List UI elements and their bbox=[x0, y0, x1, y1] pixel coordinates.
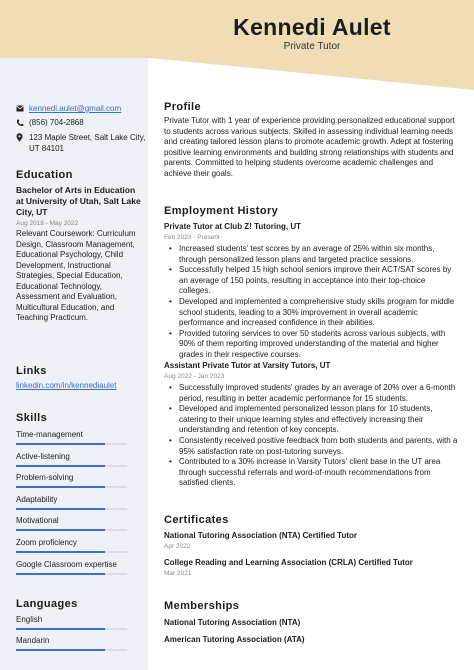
address-text: 123 Maple Street, Salt Lake City, UT 84101 bbox=[29, 132, 146, 153]
skill-level-fill bbox=[16, 486, 105, 488]
education-coursework: Relevant Coursework: Curriculum Design, Classroom Management, Educational Psychology, Child Development, Instructional Strategies, Special Education, Educational Technology, Assessment and Evaluation, Multicultural Education, and Teaching Practicum. bbox=[16, 229, 136, 322]
job-dates: Aug 2022 - Jan 2023 bbox=[164, 373, 225, 380]
skill-item bbox=[16, 473, 127, 488]
skill-name: Active-listening bbox=[16, 452, 70, 461]
list-item: • Increased students' test scores by an average of 25% within six months, through personalized lesson plans and targeted practice sessions. bbox=[164, 244, 459, 265]
skill-name: Time-management bbox=[16, 430, 83, 439]
certificate-item bbox=[164, 531, 459, 551]
skill-name: Motivational bbox=[16, 516, 59, 525]
education-degree: Bachelor of Arts in Education at University of Utah, Salt Lake City, UT bbox=[16, 185, 141, 217]
job-position: Private Tutor at Club Z! Tutoring, UT bbox=[164, 222, 302, 231]
list-item: • Developed and implemented personalized lesson plans for 10 students, catering to their unique learning styles and effectively increasing their understanding and retention of key concepts. bbox=[164, 404, 459, 436]
skills-heading: Skills bbox=[16, 412, 48, 424]
list-item: • Developed and implemented a comprehensive study skills program for middle school students, leading to a 30% improvement in overall academic performance and increased confidence in their abilities. bbox=[164, 297, 459, 329]
language-level-fill bbox=[16, 628, 105, 630]
certificate-item bbox=[164, 558, 459, 578]
education-entry bbox=[16, 185, 142, 324]
skill-name: Google Classroom expertise bbox=[16, 560, 117, 569]
skill-level-fill bbox=[16, 551, 105, 553]
phone-text: (856) 704-2868 bbox=[29, 118, 84, 127]
skill-level-fill bbox=[16, 573, 105, 575]
job-title: Private Tutor bbox=[283, 41, 341, 52]
skill-item bbox=[16, 495, 127, 510]
contact-phone bbox=[16, 117, 146, 131]
job-bullets bbox=[164, 244, 459, 361]
memberships-heading: Memberships bbox=[164, 600, 240, 612]
language-name: Mandarin bbox=[16, 636, 50, 645]
certificate-date: Apr 2022 bbox=[164, 543, 191, 550]
list-item: • Successfully helped 15 high school seniors improve their ACT/SAT scores by an average of 150 points, resulting in acceptance into their top-choice colleges. bbox=[164, 265, 459, 297]
certificate-date: Mar 2021 bbox=[164, 570, 192, 577]
contact-address bbox=[16, 132, 146, 154]
list-item: • Consistently received positive feedback from both students and parents, with a 95% satisfaction rate on post-tutoring surveys. bbox=[164, 436, 459, 457]
certificate-title: National Tutoring Association (NTA) Certified Tutor bbox=[164, 531, 358, 540]
envelope-icon bbox=[16, 103, 26, 116]
skill-level-bar bbox=[16, 465, 127, 467]
job-entry bbox=[164, 361, 459, 489]
education-dates: Aug 2018 - May 2022 bbox=[16, 220, 79, 227]
job-position: Assistant Private Tutor at Varsity Tutors, UT bbox=[164, 361, 331, 370]
candidate-name: Kennedi Aulet bbox=[233, 14, 391, 40]
skill-level-bar bbox=[16, 486, 127, 488]
links-heading: Links bbox=[16, 365, 47, 377]
skill-level-bar bbox=[16, 551, 127, 553]
profile-summary: Private Tutor with 1 year of experience providing personalized educational support to students across various subjects. Skilled in assessing individual learning needs and creating tailored lesson plans to promote academic growth. Adept at fostering positive learning environments and building strong relationships with students and parents. Committed to helping students overcome academic challenges and achieve their goals. bbox=[164, 116, 455, 178]
list-item: • Successfully improved students' grades by an average of 20% over a 6-month period, resulting in better academic performance for 15 students. bbox=[164, 383, 459, 404]
job-bullets bbox=[164, 383, 459, 489]
skill-level-fill bbox=[16, 529, 105, 531]
job-entry bbox=[164, 222, 459, 361]
skill-level-bar bbox=[16, 443, 127, 445]
employment-heading: Employment History bbox=[164, 205, 279, 217]
list-item: • Provided tutoring services to over 50 students across various subjects, with 90% of them reporting improved understanding of the material and higher grades in their respective courses. bbox=[164, 329, 459, 361]
skill-item bbox=[16, 560, 127, 575]
certificate-title: College Reading and Learning Association (CRLA) Certified Tutor bbox=[164, 558, 413, 567]
skill-item bbox=[16, 452, 127, 467]
language-level-bar bbox=[16, 649, 127, 651]
email-link[interactable]: kennedi.aulet@gmail.com bbox=[29, 104, 122, 113]
skill-level-fill bbox=[16, 443, 105, 445]
skill-level-fill bbox=[16, 465, 105, 467]
education-heading: Education bbox=[16, 169, 73, 181]
list-item: • Contributed to a 30% increase in Varsity Tutors' client base in the UT area through successful referrals and word-of-mouth recommendations from satisfied clients. bbox=[164, 457, 459, 489]
location-pin-icon bbox=[16, 132, 26, 146]
skill-name: Adaptability bbox=[16, 495, 58, 504]
language-level-fill bbox=[16, 649, 105, 651]
skill-name: Problem-solving bbox=[16, 473, 74, 482]
skill-level-bar bbox=[16, 529, 127, 531]
membership-item: American Tutoring Association (ATA) bbox=[164, 635, 305, 644]
skill-item bbox=[16, 538, 127, 553]
membership-item: National Tutoring Association (NTA) bbox=[164, 618, 301, 627]
skill-level-bar bbox=[16, 573, 127, 575]
languages-heading: Languages bbox=[16, 598, 78, 610]
contact-block bbox=[16, 103, 146, 155]
profile-heading: Profile bbox=[164, 101, 202, 113]
skill-name: Zoom proficiency bbox=[16, 538, 77, 547]
language-item bbox=[16, 636, 127, 651]
linkedin-link[interactable]: linkedin.com/in/kennediaulet bbox=[16, 381, 117, 390]
phone-icon bbox=[16, 117, 26, 131]
certificates-heading: Certificates bbox=[164, 514, 229, 526]
contact-email[interactable] bbox=[16, 103, 146, 116]
skill-item bbox=[16, 430, 127, 445]
skill-item bbox=[16, 516, 127, 531]
skill-level-bar bbox=[16, 508, 127, 510]
skill-level-fill bbox=[16, 508, 105, 510]
language-level-bar bbox=[16, 628, 127, 630]
language-name: English bbox=[16, 615, 43, 624]
job-dates: Feb 2023 - Present bbox=[164, 234, 220, 241]
language-item bbox=[16, 615, 127, 630]
